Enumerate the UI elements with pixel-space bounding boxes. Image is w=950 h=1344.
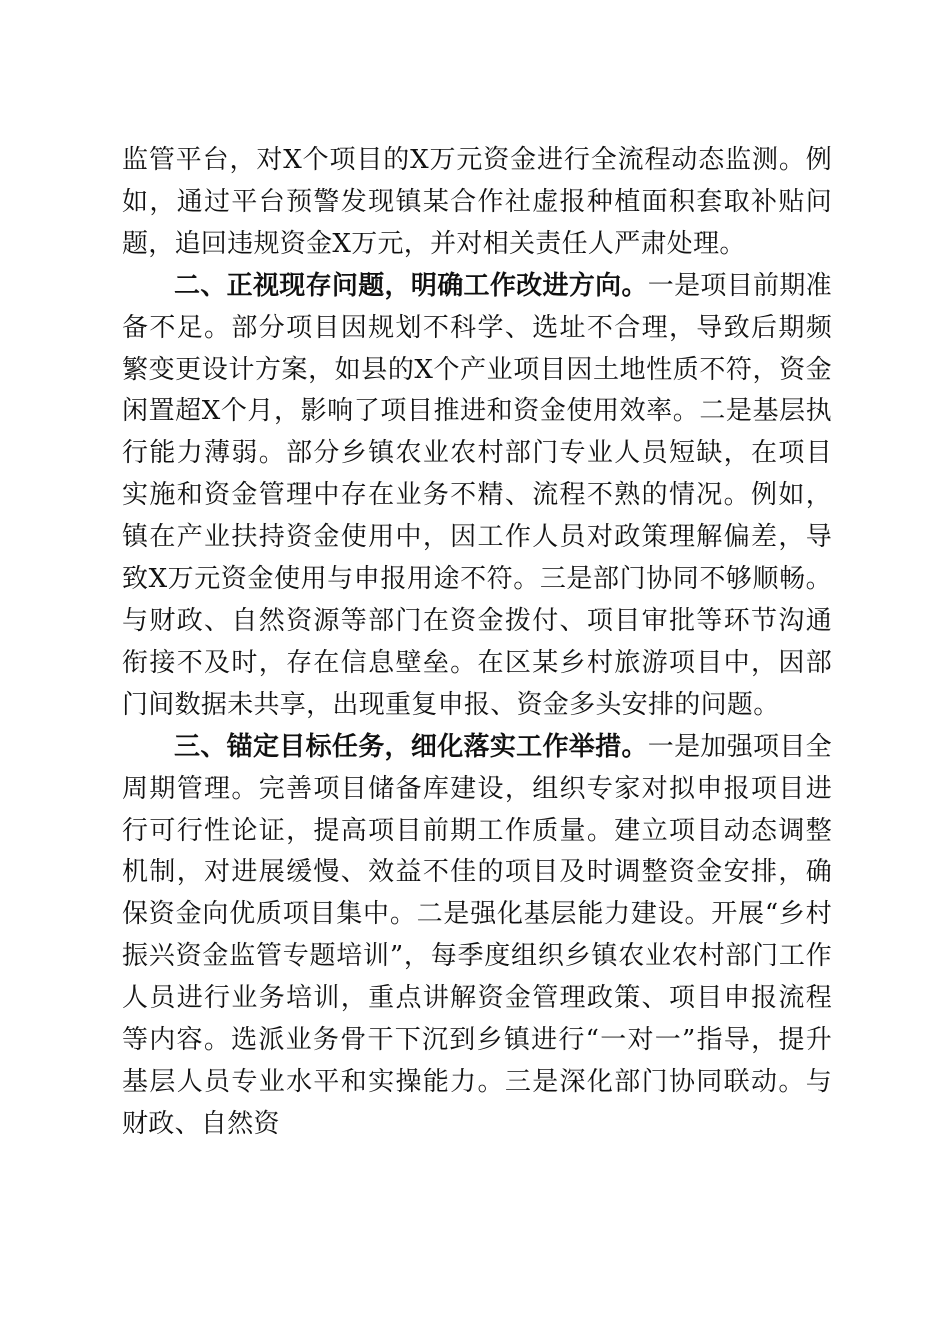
paragraph-section-three: [122, 727, 832, 1146]
section-heading: 二、正视现存问题，明确工作改进方向。: [174, 270, 648, 301]
document-body: [122, 140, 832, 1146]
paragraph-continuation: [122, 140, 832, 266]
paragraph-body: 监管平台，对X个项目的X万元资金进行全流程动态监测。例如，通过平台预警发现镇某合作社虚报种植面积套取补贴问题，追回违规资金X万元，并对相关责任人严肃处理。: [122, 145, 832, 259]
paragraph-section-two: [122, 266, 832, 727]
paragraph-body: 一是加强项目全周期管理。完善项目储备库建设，组织专家对拟申报项目进行可行性论证，提高项目前期工作质量。建立项目动态调整机制，对进展缓慢、效益不佳的项目及时调整资金安排，确保资金向优质项目集中。二是强化基层能力建设。开展“乡村振兴资金监管专题培训”，每季度组织乡镇农业农村部门工作人员进行业务培训，重点讲解资金管理政策、项目申报流程等内容。选派业务骨干下沉到乡镇进行“一对一”指导，提升基层人员专业水平和实操能力。三是深化部门协同联动。与财政、自然资: [122, 731, 832, 1139]
paragraph-body: 一是项目前期准备不足。部分项目因规划不科学、选址不合理，导致后期频繁变更设计方案，如县的X个产业项目因土地性质不符，资金闲置超X个月，影响了项目推进和资金使用效率。二是基层执行能力薄弱。部分乡镇农业农村部门专业人员短缺，在项目实施和资金管理中存在业务不精、流程不熟的情况。例如，镇在产业扶持资金使用中，因工作人员对政策理解偏差，导致X万元资金使用与申报用途不符。三是部门协同不够顺畅。与财政、自然资源等部门在资金拨付、项目审批等环节沟通衔接不及时，存在信息壁垒。在区某乡村旅游项目中，因部门间数据未共享，出现重复申报、资金多头安排的问题。: [122, 270, 832, 720]
section-heading: 三、锚定目标任务，细化落实工作举措。: [174, 731, 648, 762]
